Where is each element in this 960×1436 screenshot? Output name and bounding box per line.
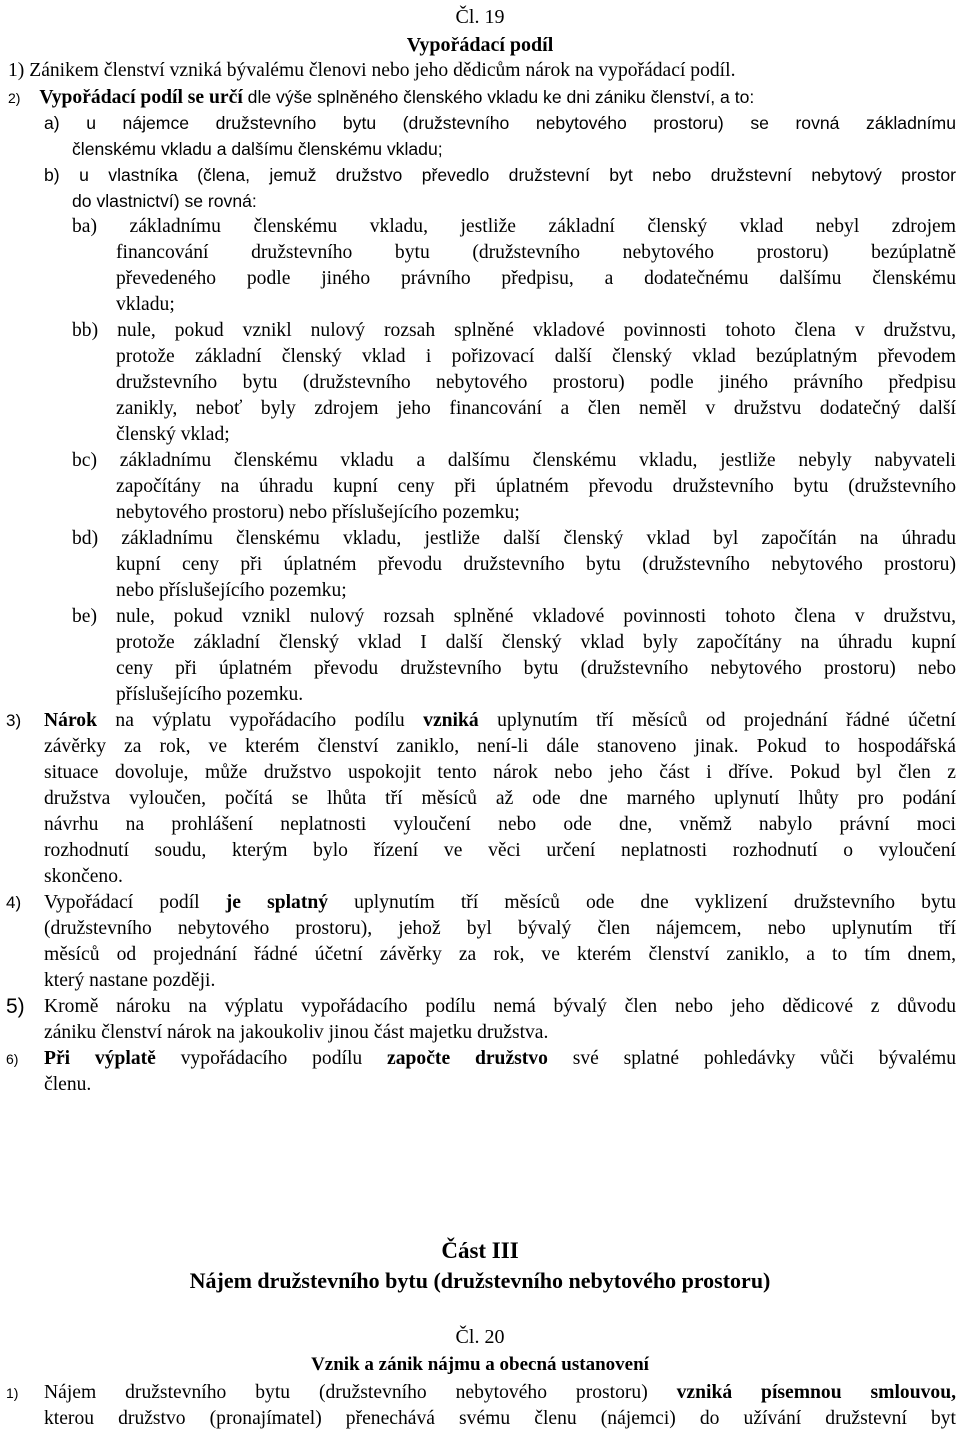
paragraph-3-line: družstva vyloučen, počítá se lhůta tří měsíců až ode dne marného uplynutí lhůty pro podání bbox=[44, 788, 956, 809]
paragraph-number: 4) bbox=[6, 893, 22, 912]
item-be-line: příslušejícího pozemku. bbox=[116, 684, 304, 705]
paragraph-3-line bbox=[44, 708, 956, 734]
item-ba-line: financování družstevního bytu (družstevního nebytového prostoru) bezúplatně bbox=[116, 242, 956, 263]
bold-text: Při výplatě bbox=[44, 1048, 156, 1069]
bold-text: Nárok bbox=[44, 710, 97, 731]
paragraph-6-line: členu. bbox=[44, 1074, 92, 1095]
paragraph-number: 3) bbox=[6, 711, 22, 730]
item-bb-line: bb) nule, pokud vznikl nulový rozsah splněné vkladové povinnosti tohoto člena v družstvu, bbox=[72, 320, 956, 341]
paragraph-1-line: kterou družstvo (pronajímatel) přenechává svému členu (nájemci) do užívání družstevní byt bbox=[44, 1408, 956, 1429]
paragraph-text: uplynutím tří měsíců od projednání řádné účetní bbox=[478, 710, 956, 731]
paragraph-3-line: závěrky za rok, ve kterém členství zaniklo, není-li dále stanoveno jinak. Pokud to hospodářská bbox=[44, 736, 956, 757]
paragraph-number: 1) bbox=[6, 1385, 19, 1401]
paragraph-3-line: skončeno. bbox=[44, 866, 123, 887]
item-bb-line: zanikly, neboť byly zdrojem jeho financování a člen neměl v družstvu dodatečný další bbox=[116, 398, 956, 419]
paragraph-number: 5) bbox=[6, 995, 25, 1018]
paragraph-3-line: situace dovoluje, může družstvo uspokojit tento nárok nebo jeho část i dříve. Pokud byl člen z bbox=[44, 762, 956, 783]
paragraph-text: vypořádacího podílu bbox=[155, 1048, 388, 1069]
paragraph-4-line: který nastane později. bbox=[44, 970, 216, 991]
paragraph-6-line bbox=[44, 1046, 956, 1072]
part-subtitle: Nájem družstevního bytu (družstevního nebytového prostoru) bbox=[189, 1268, 771, 1293]
paragraph-2-line bbox=[8, 84, 754, 111]
item-ba-line: ba) základnímu členskému vkladu, jestliže základní členský vklad nebyl zdrojem bbox=[72, 216, 956, 237]
paragraph-text: své splatné pohledávky vůči bývalému bbox=[547, 1048, 956, 1069]
bold-text: započte družstvo bbox=[387, 1048, 548, 1069]
item-bd-line: nebo příslušejícího pozemku; bbox=[116, 580, 347, 601]
item-bc-line: započítány na úhradu kupní ceny při úplatném převodu družstevního bytu (družstevního bbox=[116, 476, 956, 497]
paragraph-5-line: Kromě nároku na výplatu vypořádacího podílu nemá bývalý člen nebo jeho dědicové z důvodu bbox=[44, 996, 956, 1017]
item-bd-line: kupní ceny při úplatném převodu družstevního bytu (družstevního nebytového prostoru) bbox=[116, 554, 956, 575]
article-number: Čl. 20 bbox=[455, 1326, 505, 1348]
article-title: Vznik a zánik nájmu a obecná ustanovení bbox=[311, 1354, 649, 1375]
bold-text: je splatný bbox=[225, 892, 329, 913]
paragraph-4-line: měsíců od projednání řádné účetní závěrky za rok, ve kterém členství zaniklo, a to tím dnem, bbox=[44, 944, 956, 965]
item-bb-line: protože základní členský vklad i pořizovací další členský vklad bezúplatným převodem bbox=[116, 346, 956, 367]
bold-text: vzniká písemnou smlouvou, bbox=[676, 1382, 956, 1403]
article-title: Vypořádací podíl bbox=[406, 34, 554, 56]
item-be-line: be) nule, pokud vznikl nulový rozsah splněné vkladové povinnosti tohoto člena v družstvu, bbox=[72, 606, 956, 627]
paragraph-4-line: (družstevního nebytového prostoru), jehož byl bývalý člen nájemcem, nebo uplynutím tří bbox=[44, 918, 956, 939]
item-bb-line: členský vklad; bbox=[116, 424, 230, 445]
part-title: Část III bbox=[441, 1238, 519, 1263]
item-bc-line: nebytového prostoru) nebo příslušejícího pozemku; bbox=[116, 502, 520, 523]
paragraph-3-line: návrhu na prohlášení neplatnosti vyloučení nebo ode dne, vněmž nabylo právní moci bbox=[44, 814, 956, 835]
item-a-line: a) u nájemce družstevního bytu (družstevního nebytového prostoru) se rovná základnímu bbox=[44, 113, 956, 133]
item-ba-line: vkladu; bbox=[116, 294, 175, 315]
paragraph-4-line bbox=[44, 890, 956, 916]
item-ba-line: převedeného podle jiného právního předpisu, a dodatečnému dalšímu členskému bbox=[116, 268, 956, 289]
paragraph-text: na výplatu vypořádacího podílu bbox=[96, 710, 424, 731]
item-be-line: ceny při úplatném převodu družstevního bytu (družstevního nebytového prostoru) nebo bbox=[116, 658, 956, 679]
item-bd-line: bd) základnímu členskému vkladu, jestliže další členský vklad byl započítán na úhradu bbox=[72, 528, 956, 549]
item-bc-line: bc) základnímu členskému vkladu a dalšímu členskému vkladu, jestliže nebyly nabyvateli bbox=[72, 450, 956, 471]
bold-text: Vypořádací podíl se určí bbox=[39, 87, 243, 108]
item-b-line: b) u vlastníka (člena, jemuž družstvo převedlo družstevní byt nebo družstevní nebytový prostor bbox=[44, 165, 956, 185]
paragraph-1-line bbox=[44, 1380, 956, 1406]
paragraph-text: Nájem družstevního bytu (družstevního nebytového prostoru) bbox=[44, 1382, 677, 1403]
paragraph-number: 2) bbox=[8, 90, 21, 106]
paragraph-5-line: zániku členství nárok na jakoukoliv jinou část majetku družstva. bbox=[44, 1022, 549, 1043]
article-number: Čl. 19 bbox=[455, 6, 505, 28]
item-be-line: protože základní členský vklad I další členský vklad byly započítány na úhradu kupní bbox=[116, 632, 956, 653]
paragraph-text: uplynutím tří měsíců ode dne vyklizení družstevního bytu bbox=[328, 892, 956, 913]
item-a-line: členskému vkladu a dalšímu členskému vkladu; bbox=[72, 139, 443, 159]
bold-text: vzniká bbox=[423, 710, 479, 731]
item-bb-line: družstevního bytu (družstevního nebytového prostoru) podle jiného právního předpisu bbox=[116, 372, 956, 393]
paragraph-1: 1) Zánikem členství vzniká bývalému členovi nebo jeho dědicům nárok na vypořádací podíl. bbox=[8, 60, 736, 81]
paragraph-3-line: rozhodnutí soudu, kterým bylo řízení ve věci určení neplatnosti rozhodnutí o vyloučení bbox=[44, 840, 956, 861]
paragraph-text: Vypořádací podíl bbox=[44, 892, 226, 913]
item-b-line: do vlastnictví) se rovná: bbox=[72, 191, 257, 211]
paragraph-text: dle výše splněného členského vkladu ke dni zániku členství, a to: bbox=[242, 87, 755, 107]
paragraph-number: 6) bbox=[6, 1051, 19, 1067]
